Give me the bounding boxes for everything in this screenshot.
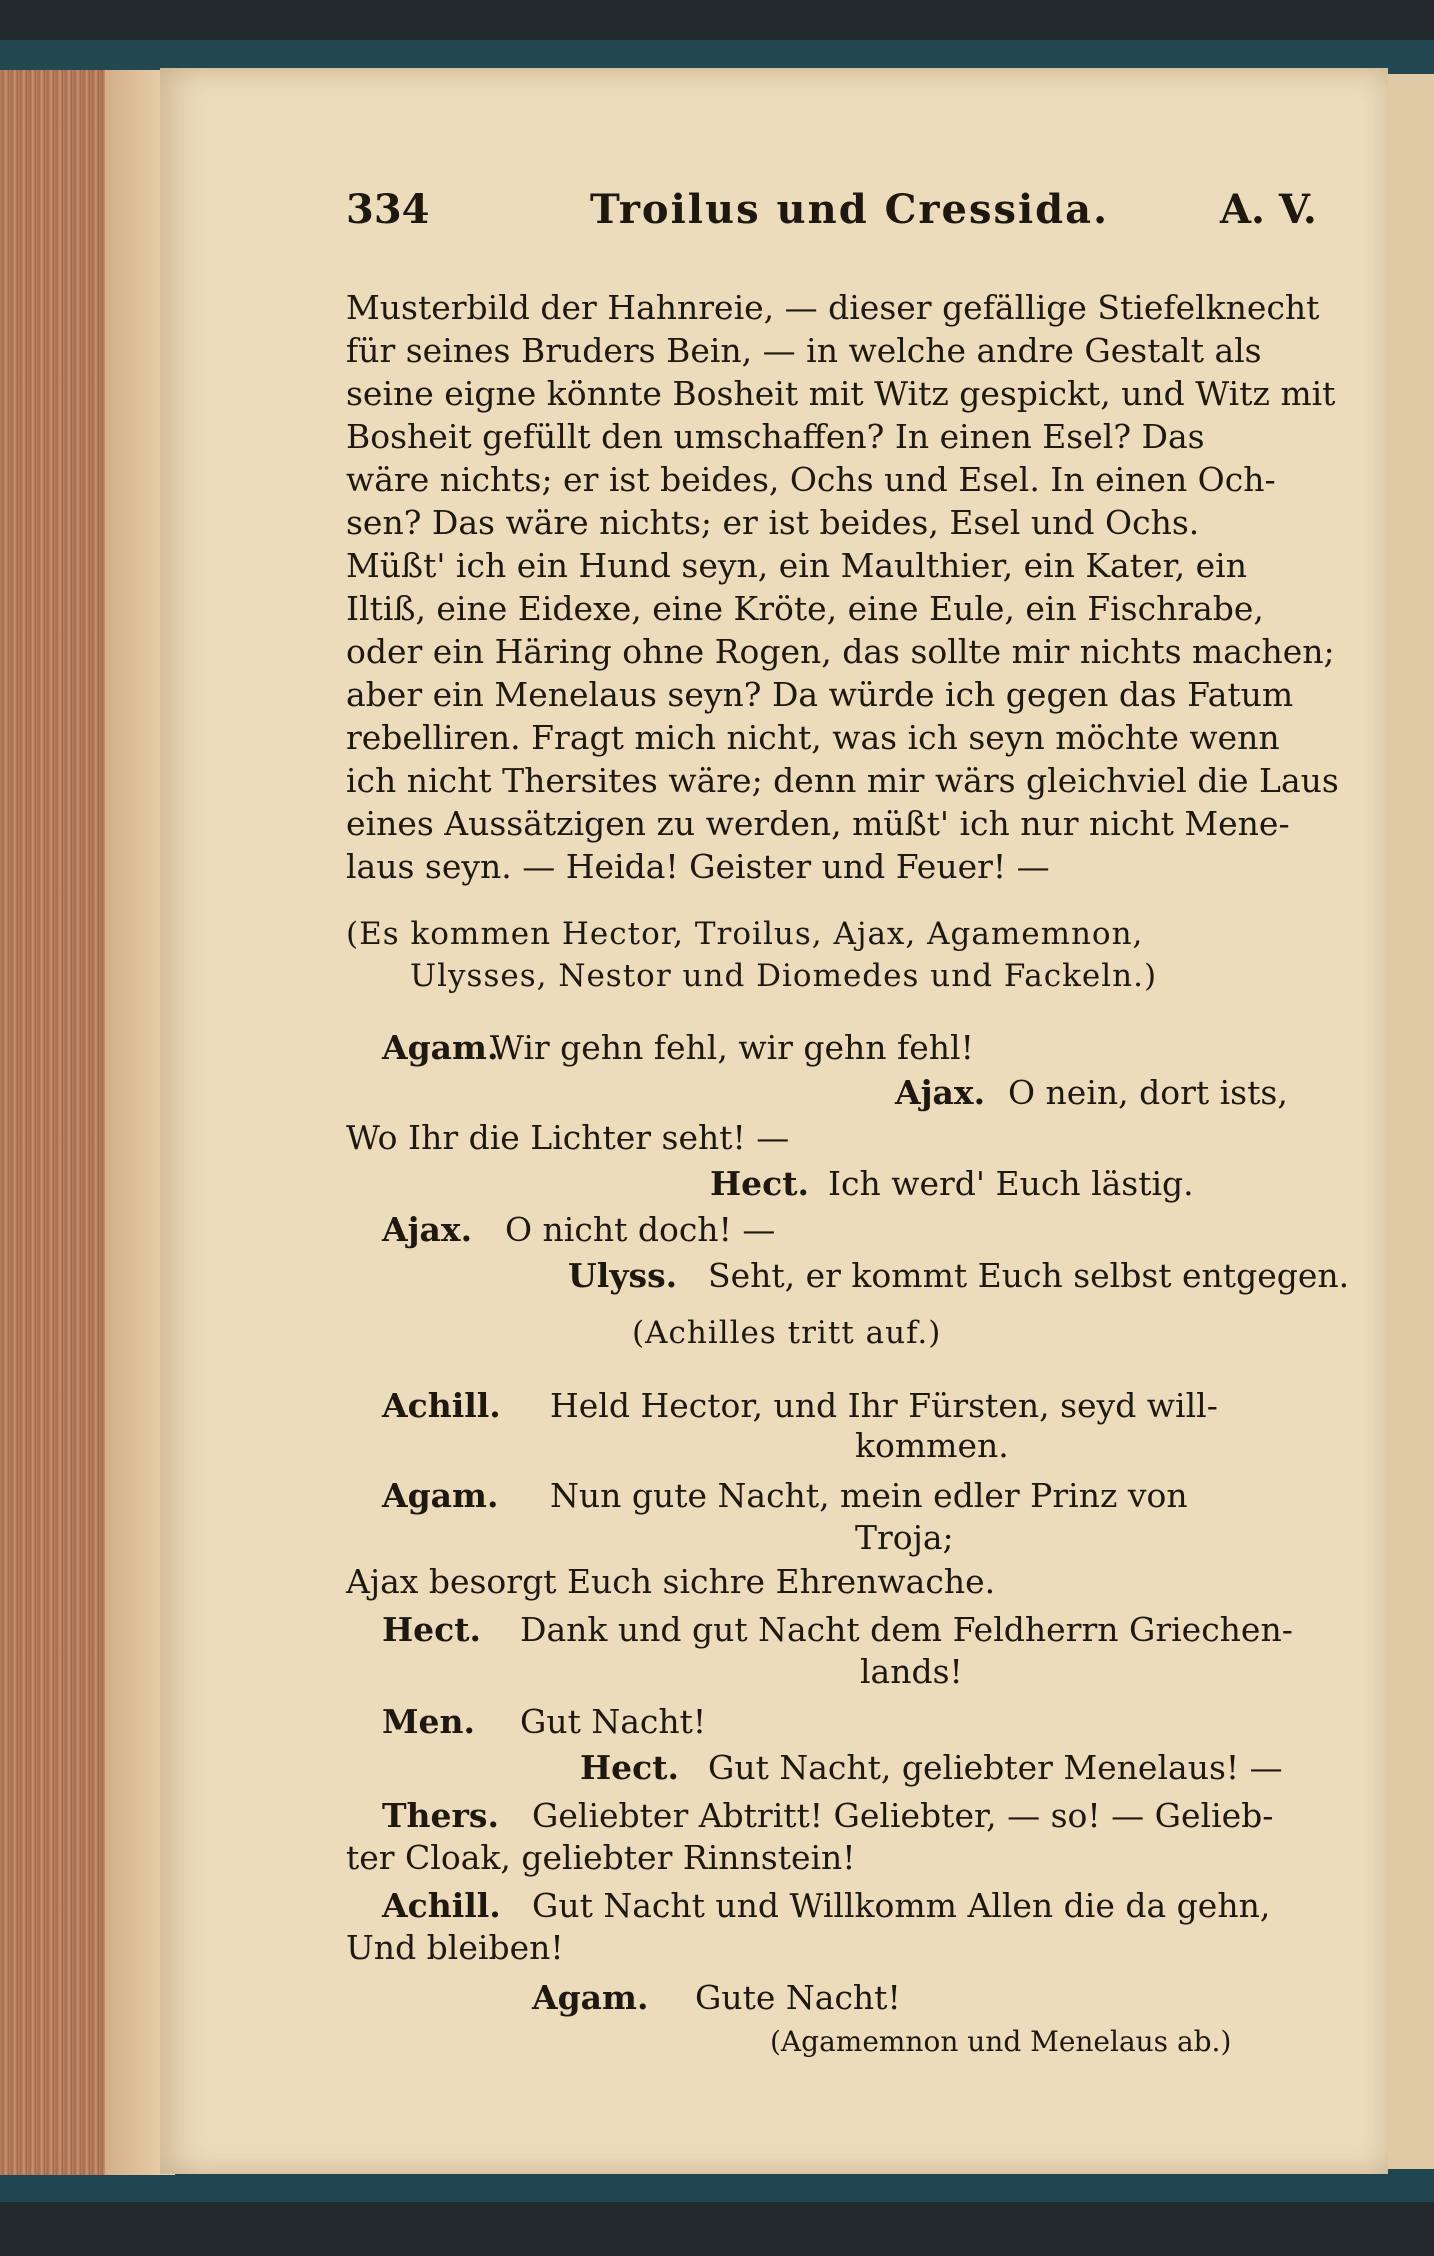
dialogue-line: Geliebter Abtritt! Geliebter, — so! — Gelieb- [532,1796,1274,1835]
prose-line: rebelliren. Fragt mich nicht, was ich seyn möchte wenn [346,718,1280,757]
speaker-name: Agam. [382,1476,499,1515]
prose-line: oder ein Häring ohne Rogen, das sollte mir nichts machen; [346,632,1335,671]
dialogue-line: ter Cloak, geliebter Rinnstein! [346,1838,856,1877]
page-number: 334 [346,186,430,233]
dialogue-line: Seht, er kommt Euch selbst entgegen. [708,1256,1350,1295]
dialogue-line: Gut Nacht und Willkomm Allen die da gehn, [532,1886,1271,1925]
speaker-name: Agam. [532,1978,649,2017]
prose-line: sen? Das wäre nichts; er ist beides, Esel und Ochs. [346,503,1200,542]
dialogue-line: Wir gehn fehl, wir gehn fehl! [490,1028,974,1067]
speaker-name: Hect. [710,1164,809,1203]
stage-direction: (Es kommen Hector, Troilus, Ajax, Agamemnon, [346,916,1144,952]
speaker-name: Hect. [382,1610,481,1649]
dialogue-line: Gut Nacht! [520,1702,707,1741]
dialogue-line: Gut Nacht, geliebter Menelaus! — [708,1748,1283,1787]
prose-line: Iltiß, eine Eidexe, eine Kröte, eine Eule, ein Fischrabe, [346,589,1264,628]
dialogue-line: Ich werd' Euch lästig. [828,1164,1194,1203]
prose-line: Musterbild der Hahnreie, — dieser gefällige Stiefelknecht [346,288,1320,327]
speaker-name: Men. [382,1702,476,1741]
speaker-name: Achill. [382,1886,501,1925]
prose-line: aber ein Menelaus seyn? Da würde ich gegen das Fatum [346,675,1294,714]
act-label: A. V. [1220,186,1317,233]
stage-direction: Ulysses, Nestor und Diomedes und Fackeln.) [410,958,1158,994]
dialogue-line: Troja; [855,1518,954,1557]
dialogue-line: O nein, dort ists, [1008,1073,1288,1112]
book-page [160,68,1388,2174]
dialogue-line: kommen. [855,1426,1009,1465]
page-edges [0,70,175,2175]
dialogue-line: Und bleiben! [346,1928,564,1967]
dialogue-line: Wo Ihr die Lichter seht! — [346,1118,790,1157]
prose-line: laus seyn. — Heida! Geister und Feuer! — [346,847,1050,886]
speaker-name: Thers. [382,1796,499,1835]
prose-line: eines Aussätzigen zu werden, müßt' ich nur nicht Mene- [346,804,1290,843]
prose-line: Müßt' ich ein Hund seyn, ein Maulthier, ein Kater, ein [346,546,1247,585]
dialogue-line: Gute Nacht! [695,1978,901,2017]
prose-line: seine eigne könnte Bosheit mit Witz gespickt, und Witz mit [346,374,1336,413]
prose-line: ich nicht Thersites wäre; denn mir wärs gleichviel die Laus [346,761,1339,800]
prose-line: für seines Bruders Bein, — in welche andre Gestalt als [346,331,1262,370]
dialogue-line: O nicht doch! — [505,1210,776,1249]
dialogue-line: Held Hector, und Ihr Fürsten, seyd will- [550,1386,1218,1425]
running-title: Troilus und Cressida. [590,186,1109,233]
speaker-name: Ajax. [382,1210,473,1249]
dialogue-line: Nun gute Nacht, mein edler Prinz von [550,1476,1188,1515]
speaker-name: Achill. [382,1386,501,1425]
stage-direction: (Agamemnon und Menelaus ab.) [770,2025,1232,2058]
dialogue-line: Dank und gut Nacht dem Feldherrn Griechen- [520,1610,1293,1649]
prose-line: Bosheit gefüllt den umschaffen? In einen Esel? Das [346,417,1205,456]
speaker-name: Agam. [382,1028,499,1067]
speaker-name: Ulyss. [568,1256,678,1295]
speaker-name: Ajax. [895,1073,986,1112]
dialogue-line: lands! [860,1652,963,1691]
speaker-name: Hect. [580,1748,679,1787]
prose-line: wäre nichts; er ist beides, Ochs und Esel. In einen Och- [346,460,1276,499]
stage-direction: (Achilles tritt auf.) [632,1315,942,1351]
dialogue-line: Ajax besorgt Euch sichre Ehrenwache. [346,1562,996,1601]
